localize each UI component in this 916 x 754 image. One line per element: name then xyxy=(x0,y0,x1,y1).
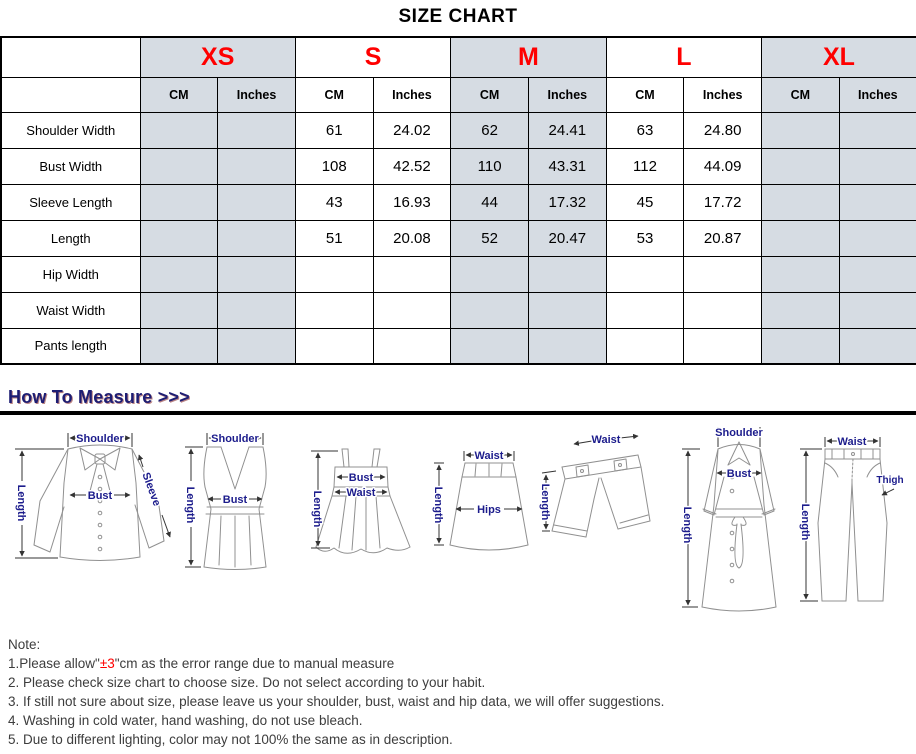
cell: 16.93 xyxy=(373,184,451,220)
unit-header: CM xyxy=(451,77,529,112)
row-label: Length xyxy=(1,220,140,256)
coat-shoulder-label: Shoulder xyxy=(715,427,763,439)
unit-header-row xyxy=(1,77,916,112)
cell xyxy=(373,328,451,364)
table-row xyxy=(1,112,916,148)
cell xyxy=(528,256,606,292)
cell xyxy=(218,112,296,148)
table-row xyxy=(1,148,916,184)
cell xyxy=(140,220,218,256)
coat-length-label: Length xyxy=(681,506,693,544)
note-line-3: 3. If still not sure about size, please leave us your shoulder, bust, waist and hip data, we will offer suggestions. xyxy=(8,694,665,709)
shorts-length-label: Length xyxy=(539,483,551,521)
pants-length-label: Length xyxy=(799,503,811,541)
size-header-xs: XS xyxy=(140,37,295,77)
note-line-4: 4. Washing in cold water, hand washing, do not use bleach. xyxy=(8,713,363,728)
skirt-length-label: Length xyxy=(432,486,444,524)
cell xyxy=(528,292,606,328)
cell xyxy=(218,328,296,364)
cell xyxy=(140,184,218,220)
cell xyxy=(762,292,840,328)
dress-bust-label: Bust xyxy=(348,472,374,484)
unit-header: Inches xyxy=(218,77,296,112)
size-table xyxy=(0,36,916,365)
coat-bust-label: Bust xyxy=(726,468,752,480)
pants-thigh-label: Thigh xyxy=(876,475,904,486)
shorts-diagram xyxy=(539,433,654,559)
cell xyxy=(295,292,373,328)
unit-header: CM xyxy=(606,77,684,112)
table-row xyxy=(1,220,916,256)
cell: 20.47 xyxy=(528,220,606,256)
cell xyxy=(451,328,529,364)
cell xyxy=(528,328,606,364)
skirt-hips-label: Hips xyxy=(477,504,501,516)
cell xyxy=(606,292,684,328)
tank-shoulder-label: Shoulder xyxy=(211,433,259,445)
coat-diagram xyxy=(680,425,792,617)
cell: 24.41 xyxy=(528,112,606,148)
pants-diagram xyxy=(798,433,902,609)
size-header-row xyxy=(1,37,916,77)
blouse-bust-label: Bust xyxy=(87,490,113,502)
cell xyxy=(140,112,218,148)
unit-header: CM xyxy=(140,77,218,112)
cell xyxy=(762,112,840,148)
cell xyxy=(762,148,840,184)
cell xyxy=(140,256,218,292)
row-label: Sleeve Length xyxy=(1,184,140,220)
cell: 44 xyxy=(451,184,529,220)
cell xyxy=(451,292,529,328)
cell: 43 xyxy=(295,184,373,220)
unit-header: CM xyxy=(295,77,373,112)
table-row xyxy=(1,256,916,292)
cell xyxy=(839,292,916,328)
table-row xyxy=(1,328,916,364)
blouse-length-label: Length xyxy=(15,484,27,522)
row-label: Hip Width xyxy=(1,256,140,292)
blouse-diagram xyxy=(12,427,180,579)
page-title: SIZE CHART xyxy=(398,6,518,27)
skirt-diagram xyxy=(434,449,530,561)
cell xyxy=(839,184,916,220)
note-1-pre: 1.Please allow" xyxy=(8,656,100,671)
cell xyxy=(295,328,373,364)
cell: 110 xyxy=(451,148,529,184)
tolerance-value: ±3 xyxy=(99,656,115,671)
cell xyxy=(140,328,218,364)
tank-top-diagram xyxy=(183,429,287,577)
cell: 43.31 xyxy=(528,148,606,184)
note-line-5: 5. Due to different lighting, color may not 100% the same as in description. xyxy=(8,732,453,747)
notes-section xyxy=(8,635,916,749)
shorts-waist-label: Waist xyxy=(591,434,621,446)
cell xyxy=(606,256,684,292)
size-header-l: L xyxy=(606,37,761,77)
tank-length-label: Length xyxy=(184,486,196,524)
cell xyxy=(762,184,840,220)
cell: 24.80 xyxy=(684,112,762,148)
row-label: Bust Width xyxy=(1,148,140,184)
cell xyxy=(762,328,840,364)
notes-title: Note: xyxy=(8,637,41,652)
dress-diagram xyxy=(308,447,418,571)
cell xyxy=(684,292,762,328)
cell: 24.02 xyxy=(373,112,451,148)
note-line-1 xyxy=(8,654,916,673)
blouse-sleeve-label: Sleeve xyxy=(139,470,163,508)
cell: 45 xyxy=(606,184,684,220)
cell xyxy=(140,148,218,184)
row-label: Waist Width xyxy=(1,292,140,328)
cell: 108 xyxy=(295,148,373,184)
cell: 52 xyxy=(451,220,529,256)
cell xyxy=(839,148,916,184)
cell: 17.32 xyxy=(528,184,606,220)
unit-header: Inches xyxy=(839,77,916,112)
cell: 42.52 xyxy=(373,148,451,184)
cell xyxy=(373,292,451,328)
cell: 51 xyxy=(295,220,373,256)
row-label: Pants length xyxy=(1,328,140,364)
cell xyxy=(295,256,373,292)
cell: 62 xyxy=(451,112,529,148)
dress-length-label: Length xyxy=(311,490,323,528)
corner-cell-2 xyxy=(1,77,140,112)
cell xyxy=(218,256,296,292)
size-header-xl: XL xyxy=(762,37,916,77)
skirt-waist-label: Waist xyxy=(474,450,504,462)
cell xyxy=(839,256,916,292)
cell xyxy=(684,256,762,292)
size-header-m: M xyxy=(451,37,606,77)
how-to-measure-heading: How To Measure >>> xyxy=(8,387,190,407)
cell xyxy=(451,256,529,292)
cell xyxy=(373,256,451,292)
table-row xyxy=(1,184,916,220)
blouse-shoulder-label: Shoulder xyxy=(76,433,124,445)
corner-cell xyxy=(1,37,140,77)
cell: 63 xyxy=(606,112,684,148)
measurement-diagrams xyxy=(0,415,916,625)
cell: 20.87 xyxy=(684,220,762,256)
unit-header: CM xyxy=(762,77,840,112)
cell: 53 xyxy=(606,220,684,256)
unit-header: Inches xyxy=(684,77,762,112)
cell: 112 xyxy=(606,148,684,184)
cell xyxy=(839,220,916,256)
dress-waist-label: Waist xyxy=(346,487,376,499)
cell xyxy=(218,184,296,220)
cell xyxy=(839,328,916,364)
unit-header: Inches xyxy=(373,77,451,112)
row-label: Shoulder Width xyxy=(1,112,140,148)
pants-waist-label: Waist xyxy=(837,436,867,448)
unit-header: Inches xyxy=(528,77,606,112)
cell xyxy=(140,292,218,328)
cell: 44.09 xyxy=(684,148,762,184)
cell: 20.08 xyxy=(373,220,451,256)
cell xyxy=(218,148,296,184)
note-1-post: "cm as the error range due to manual measure xyxy=(114,656,395,671)
cell xyxy=(218,292,296,328)
cell xyxy=(762,220,840,256)
table-row xyxy=(1,292,916,328)
size-header-s: S xyxy=(295,37,450,77)
cell xyxy=(218,220,296,256)
note-line-2: 2. Please check size chart to choose size. Do not select according to your habit. xyxy=(8,675,486,690)
cell xyxy=(839,112,916,148)
cell xyxy=(606,328,684,364)
cell xyxy=(762,256,840,292)
cell xyxy=(684,328,762,364)
cell: 17.72 xyxy=(684,184,762,220)
tank-bust-label: Bust xyxy=(222,494,248,506)
cell: 61 xyxy=(295,112,373,148)
